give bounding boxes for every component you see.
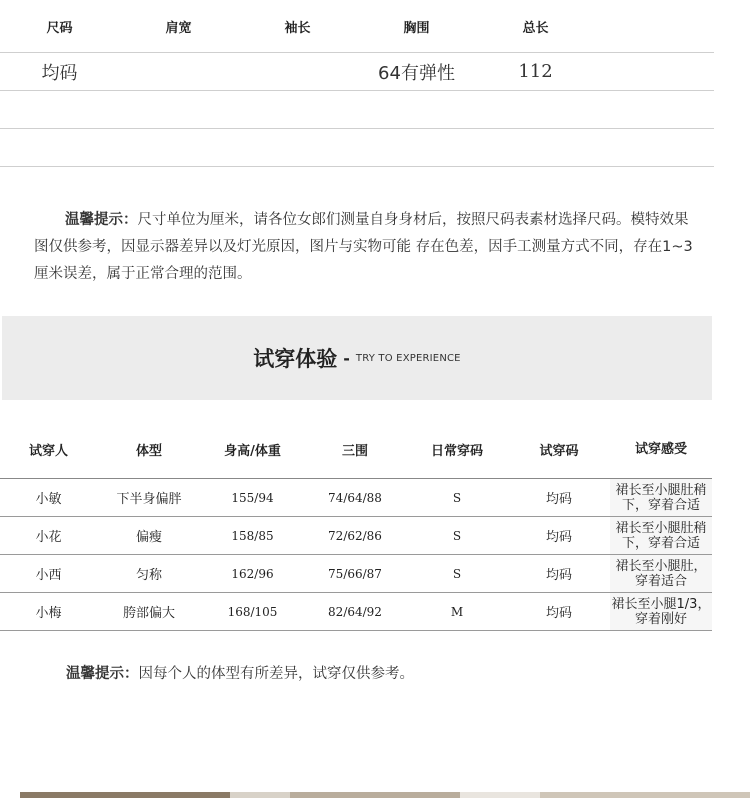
daily-size: M <box>450 604 464 619</box>
try-tip-text: 因每个人的体型有所差异，试穿仅供参考。 <box>138 666 414 682</box>
try-tip <box>66 662 414 683</box>
try-feeling: 裙长至小腿肚稍下，穿着合适 <box>610 479 712 516</box>
size-header-cell: 总长 <box>522 20 549 36</box>
tester-name: 小花 <box>35 530 62 545</box>
daily-size: S <box>452 528 462 543</box>
product-photo-strip <box>0 792 750 798</box>
try-header-cell: 试穿感受 <box>634 441 687 457</box>
body-type: 胯部偏大 <box>122 606 175 621</box>
size-cell: 64有弹性 <box>378 62 455 84</box>
try-header-cell: 三围 <box>341 443 368 459</box>
size-header-cell: 袖长 <box>284 20 311 36</box>
size-table-row <box>0 91 714 129</box>
table-row <box>0 555 712 593</box>
try-size: 均码 <box>545 492 572 507</box>
table-row <box>0 479 712 517</box>
size-cell: 均码 <box>41 62 78 84</box>
try-size: 均码 <box>545 530 572 545</box>
measurements: 72/62/86 <box>328 528 382 543</box>
try-experience-banner <box>2 316 712 400</box>
size-cell: 112 <box>518 61 553 82</box>
measurements: 82/64/92 <box>328 604 382 619</box>
size-tip <box>34 207 694 288</box>
table-row <box>0 517 712 555</box>
try-header-cell: 日常穿码 <box>430 443 483 459</box>
try-header-cell: 身高/体重 <box>224 443 281 459</box>
try-size: 均码 <box>545 606 572 621</box>
tester-name: 小敏 <box>35 492 62 507</box>
banner-subtitle: TRY TO EXPERIENCE <box>355 352 461 364</box>
height-weight: 168/105 <box>227 604 278 619</box>
height-weight: 162/96 <box>231 566 274 581</box>
try-feeling: 裙长至小腿肚，穿着适合 <box>610 555 712 592</box>
try-table-header <box>0 420 712 479</box>
try-on-table <box>0 420 712 631</box>
size-table-header <box>0 0 714 53</box>
banner-title: 试穿体验 <box>253 347 338 371</box>
measurements: 75/66/87 <box>328 566 382 581</box>
size-header-cell: 肩宽 <box>165 20 192 36</box>
daily-size: S <box>452 490 462 505</box>
body-type: 下半身偏胖 <box>116 492 182 507</box>
body-type: 匀称 <box>135 568 162 583</box>
try-header-cell: 体型 <box>135 443 162 459</box>
try-feeling: 裙长至小腿1/3，穿着刚好 <box>610 593 712 630</box>
banner-dash: - <box>343 348 350 368</box>
tester-name: 小梅 <box>35 606 62 621</box>
size-tip-text: 尺寸单位为厘米，请各位女郎们测量自身身材后，按照尺码表素材选择尺码。模特效果图仅供参考，因显示器差异以及灯光原因，图片与实物可能 存在色差，因手工测量方式不同，存在1~3厘米误差，属于正常合理的范围。 <box>34 212 693 282</box>
tester-name: 小西 <box>35 568 62 583</box>
size-table <box>0 0 714 167</box>
height-weight: 155/94 <box>231 490 274 505</box>
try-size: 均码 <box>545 568 572 583</box>
size-table-row <box>0 129 714 167</box>
measurements: 74/64/88 <box>328 490 382 505</box>
height-weight: 158/85 <box>231 528 274 543</box>
size-header-cell: 胸围 <box>403 20 430 36</box>
body-type: 偏瘦 <box>135 530 162 545</box>
try-tip-label: 温馨提示： <box>66 666 139 682</box>
table-row <box>0 593 712 631</box>
size-header-cell: 尺码 <box>46 20 73 36</box>
try-feeling: 裙长至小腿肚稍下，穿着合适 <box>610 517 712 554</box>
size-table-row <box>0 53 714 91</box>
try-header-cell: 试穿人 <box>28 443 68 459</box>
daily-size: S <box>452 566 462 581</box>
size-tip-label: 温馨提示： <box>65 212 138 228</box>
try-header-cell: 试穿码 <box>539 443 579 459</box>
